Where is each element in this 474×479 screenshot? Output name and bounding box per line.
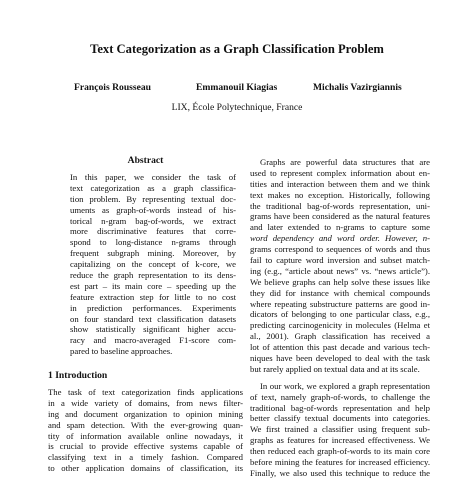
- abstract-line: frequent subgraph mining. Moreover, by: [70, 248, 236, 259]
- body-line: lot of attention this past decade and various tech-: [250, 342, 430, 353]
- abstract-line: torical n-gram bag-of-words, we extract: [70, 215, 236, 226]
- body-line: traditional bag-of-words representation and help: [250, 402, 430, 413]
- right-column-body: [250, 157, 430, 479]
- body-line: dicators of belonging to one particular class, e.g.,: [250, 309, 430, 320]
- body-line: of text, namely graph-of-words, to challenge the: [250, 391, 430, 402]
- abstract-line: uments as graph-of-words instead of his-: [70, 204, 236, 215]
- body-line: al., 2001). Graph classification has received a: [250, 331, 430, 342]
- abstract-line: pared to baseline approaches.: [70, 346, 173, 357]
- body-line: before mining the features for increased efficiency.: [250, 457, 430, 468]
- abstract-line: feature extraction step for little to no cost: [70, 291, 236, 302]
- body-line: ing (e.g., “article about news” vs. “news article”).: [250, 265, 430, 276]
- body-line: used to represent complex information about en-: [250, 167, 430, 178]
- abstract-line: on four standard text classification datasets: [70, 313, 236, 324]
- author-name: François Rousseau: [74, 82, 152, 93]
- affiliation: LIX, École Polytechnique, France: [171, 102, 303, 113]
- intro-line: is crucial to provide effective systems capable of: [48, 441, 243, 452]
- body-line: niques have been developed to deal with the task: [250, 353, 430, 364]
- intro-line: The task of text categorization finds applications: [48, 387, 243, 397]
- paper-title: Text Categorization as a Graph Classification Problem: [90, 42, 384, 56]
- abstract-heading: Abstract: [127, 155, 164, 166]
- body-line: text makes no exception. Historically, following: [250, 189, 430, 200]
- abstract-body: [70, 172, 236, 357]
- body-line: We believe graphs can help solve these issues like: [250, 276, 430, 287]
- intro-line: tity of information available online nowadays, it: [48, 430, 243, 441]
- section-heading-introduction: 1 Introduction: [48, 370, 108, 381]
- author-list: [0, 82, 474, 96]
- body-line: the traditional bag-of-words representation, uni-: [250, 200, 430, 211]
- author-name: Michalis Vazirgiannis: [313, 82, 402, 93]
- abstract-line: in prediction performances. Experiments: [70, 302, 236, 313]
- body-line: graphs as features for increased effectiveness. We: [250, 435, 430, 446]
- body-line: grams correspond to sequences of words and thus: [250, 244, 430, 255]
- body-line: they did for instance with chemical compounds: [250, 287, 430, 298]
- abstract-line: reduce the graph representation to its dens-: [70, 270, 236, 281]
- body-line: word dependency and word order. However, n-: [250, 233, 430, 244]
- abstract-line: tion problem. By representing textual doc-: [70, 193, 236, 204]
- abstract-line: capitalizing on the concept of k-core, we: [70, 259, 236, 270]
- introduction-body: [48, 387, 243, 474]
- body-line: grams have been considered as the natural features: [250, 211, 430, 222]
- body-line: fail to capture word inversion and subset match-: [250, 255, 430, 266]
- body-line: Finally, we also used this technique to reduce the: [250, 467, 430, 478]
- body-line: where repeating substructure patterns are good in-: [250, 298, 430, 309]
- intro-line: classifying text in a timely fashion. Compared: [48, 452, 243, 463]
- body-line: predicting carcinogenicity in molecules (Helma et: [250, 320, 430, 331]
- body-line: then reduced each graph-of-words to its main core: [250, 446, 430, 457]
- body-line: better classify textual documents into categories.: [250, 413, 430, 424]
- abstract-line: show statistically significant higher accu-: [70, 324, 236, 335]
- abstract-line: In this paper, we consider the task of: [70, 172, 236, 182]
- abstract-line: racy and macro-averaged F1-score com-: [70, 335, 236, 346]
- abstract-line: spond to long-distance n-grams through: [70, 237, 236, 248]
- author-name: Emmanouil Kiagias: [196, 82, 278, 93]
- body-line: Graphs are powerful data structures that are: [260, 157, 430, 167]
- intro-line: and spam detection. With the ever-growing quan-: [48, 419, 243, 430]
- body-line: but rarely applied on textual data and at its scale.: [250, 363, 420, 374]
- body-line: and later extended to n-grams to capture some: [250, 222, 430, 233]
- intro-line: in a wide variety of domains, from news filter-: [48, 397, 243, 408]
- abstract-line: text categorization as a graph classifica-: [70, 182, 236, 193]
- body-line: In our work, we explored a graph representation: [260, 380, 430, 391]
- abstract-line: est part – its main core – speeding up the: [70, 280, 236, 291]
- abstract-line: more discriminative features that corre-: [70, 226, 236, 237]
- intro-line: to other application domains of classification, its: [48, 463, 243, 474]
- body-line: tities and interaction between them and we think: [250, 178, 430, 189]
- body-line: We first trained a classifier using frequent sub-: [250, 424, 430, 435]
- intro-line: ing and document organization to opinion mining: [48, 408, 243, 419]
